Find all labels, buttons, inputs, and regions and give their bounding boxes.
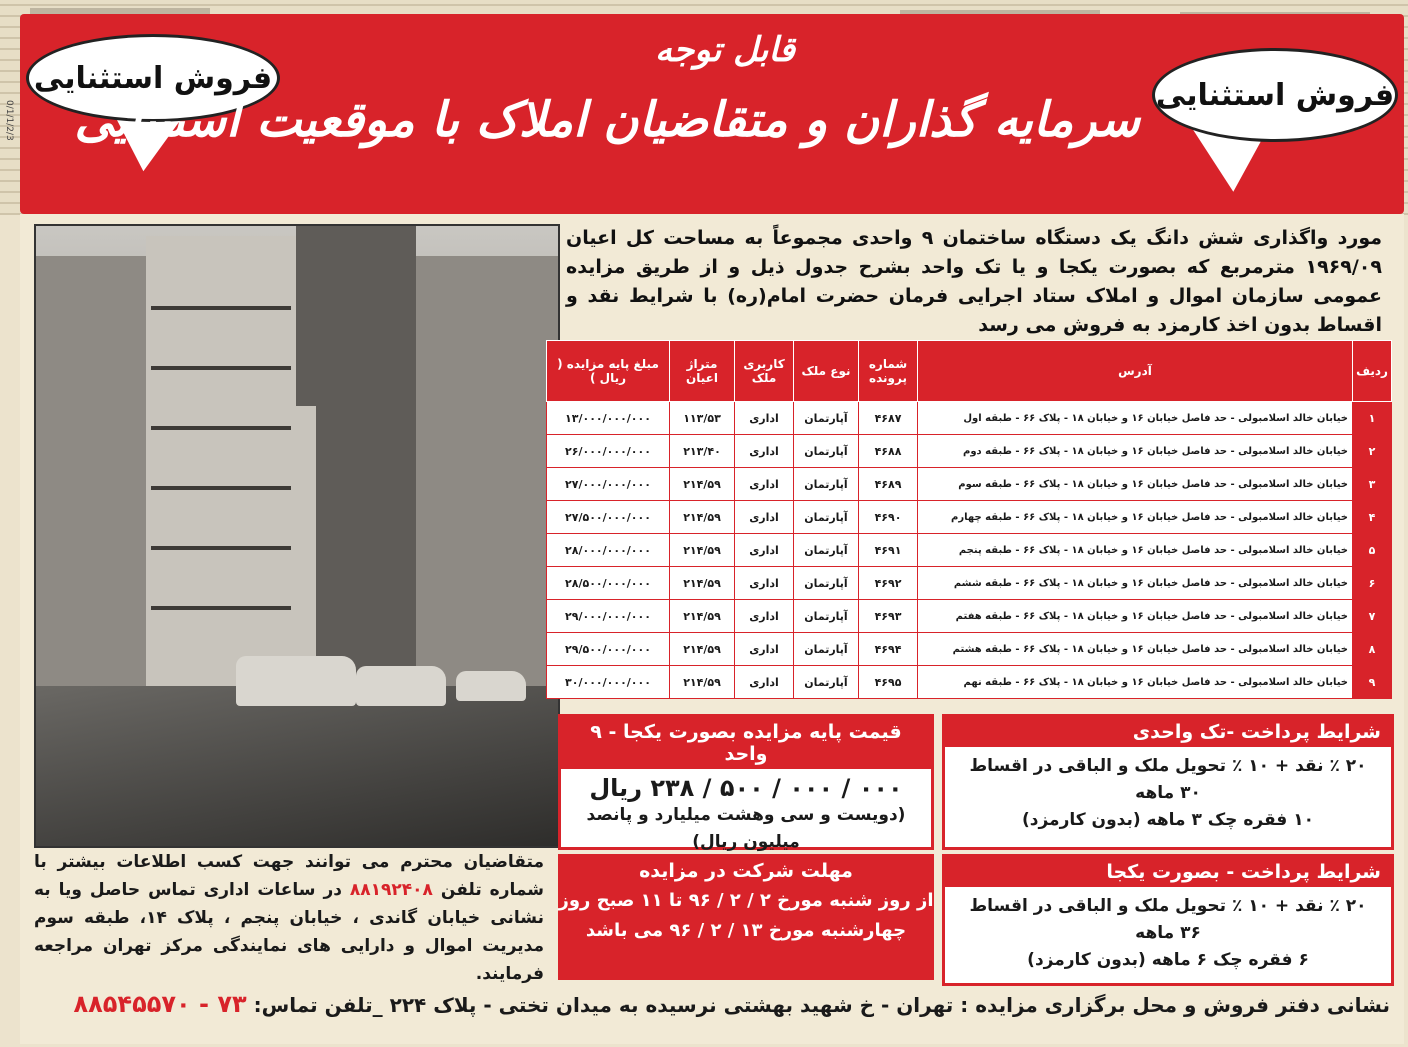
contact-paragraph	[34, 848, 544, 988]
contact-text-2: در ساعات اداری تماس حاصل ویا به نشانی خیابان گاندی ، خیابان پنجم ، پلاک ۱۴، طبقه سوم مدیریت اموال و دارایی های نمایندگی مرکز تهران مراجعه فرمایند.	[34, 880, 544, 984]
payment-lump-title: شرایط پرداخت - بصورت یکجا	[945, 857, 1391, 887]
row-base-price: ۲۶/۰۰۰/۰۰۰/۰۰۰	[547, 435, 670, 468]
row-base-price: ۱۳/۰۰۰/۰۰۰/۰۰۰	[547, 402, 670, 435]
deadline-end: چهارشنبه مورخ ۱۳ / ۲ / ۹۶ می باشد	[585, 920, 907, 941]
attention-heading: قابل توجه	[655, 30, 795, 70]
col-file-number: شماره پرونده	[859, 341, 918, 402]
table-row	[547, 534, 1392, 567]
auction-table	[546, 340, 1392, 699]
row-area: ۲۱۴/۵۹	[670, 567, 735, 600]
footer-address: نشانی دفتر فروش و محل برگزاری مزایده : تهران - خ شهید بهشتی نرسیده به میدان تختی - پلاک ۲۲۴ _تلفن تماس:	[253, 993, 1390, 1017]
row-area: ۲۱۴/۵۹	[670, 501, 735, 534]
row-property-type: آپارتمان	[794, 435, 859, 468]
row-address: خیابان خالد اسلامبولی - حد فاصل خیابان ۱۶ و خیابان ۱۸ - پلاک ۶۶ - طبقه هفتم	[918, 600, 1353, 633]
building-photo	[34, 224, 560, 848]
row-property-type: آپارتمان	[794, 402, 859, 435]
deadline-box	[558, 854, 934, 980]
row-file-number: ۴۶۹۴	[859, 633, 918, 666]
lump-sum-price-words: (دویست و سی وهشت میلیارد و پانصد میلیون ریال)	[586, 805, 906, 852]
col-row: ردیف	[1353, 341, 1392, 402]
table-row	[547, 468, 1392, 501]
table-row	[547, 402, 1392, 435]
lump-sum-price-box	[558, 714, 934, 850]
row-property-type: آپارتمان	[794, 666, 859, 699]
row-number: ۶	[1353, 567, 1392, 600]
payment-single-title: شرایط پرداخت -تک واحدی	[945, 717, 1391, 747]
table-row	[547, 567, 1392, 600]
row-number: ۲	[1353, 435, 1392, 468]
row-file-number: ۴۶۹۱	[859, 534, 918, 567]
table-row	[547, 501, 1392, 534]
row-usage: اداری	[735, 534, 794, 567]
deadline-title: مهلت شرکت در مزایده	[639, 860, 853, 882]
ad-body	[20, 214, 1404, 1044]
row-base-price: ۲۸/۰۰۰/۰۰۰/۰۰۰	[547, 534, 670, 567]
row-file-number: ۴۶۸۸	[859, 435, 918, 468]
col-usage: کاربری ملک	[735, 341, 794, 402]
row-usage: اداری	[735, 633, 794, 666]
row-property-type: آپارتمان	[794, 633, 859, 666]
row-address: خیابان خالد اسلامبولی - حد فاصل خیابان ۱۶ و خیابان ۱۸ - پلاک ۶۶ - طبقه چهارم	[918, 501, 1353, 534]
contact-phone: ۸۸۱۹۲۴۰۸	[349, 880, 433, 900]
row-usage: اداری	[735, 600, 794, 633]
row-base-price: ۲۹/۵۰۰/۰۰۰/۰۰۰	[547, 633, 670, 666]
row-area: ۲۱۴/۵۹	[670, 534, 735, 567]
row-number: ۵	[1353, 534, 1392, 567]
table-row	[547, 666, 1392, 699]
row-area: ۱۱۳/۵۳	[670, 402, 735, 435]
row-address: خیابان خالد اسلامبولی - حد فاصل خیابان ۱۶ و خیابان ۱۸ - پلاک ۶۶ - طبقه سوم	[918, 468, 1353, 501]
row-property-type: آپارتمان	[794, 468, 859, 501]
row-file-number: ۴۶۹۳	[859, 600, 918, 633]
row-file-number: ۴۶۸۹	[859, 468, 918, 501]
intro-paragraph: مورد واگذاری شش دانگ یک دستگاه ساختمان ۹ واحدی مجموعاً به مساحت کل اعیان ۱۹۶۹/۰۹ مترمربع که بصورت یکجا و یا تک واحد بشرح جدول ذیل و از طریق مزایده عمومی سازمان اموال و املاک ستاد اجرایی فرمان حضرت امام(ره) با شرایط نقد و اقساط بدون اخذ کارمزد به فروش می رسد	[566, 227, 1382, 336]
row-address: خیابان خالد اسلامبولی - حد فاصل خیابان ۱۶ و خیابان ۱۸ - پلاک ۶۶ - طبقه هشتم	[918, 633, 1353, 666]
payment-lump-terms: ۲۰ ٪ نقد + ۱۰ ٪ تحویل ملک و الباقی در اقساط ۳۶ ماهه	[969, 896, 1367, 943]
payment-lump-checks: ۶ فقره چک ۶ ماهه (بدون کارمزد)	[1027, 950, 1309, 970]
row-area: ۲۱۴/۵۹	[670, 633, 735, 666]
row-address: خیابان خالد اسلامبولی - حد فاصل خیابان ۱۶ و خیابان ۱۸ - پلاک ۶۶ - طبقه نهم	[918, 666, 1353, 699]
row-address: خیابان خالد اسلامبولی - حد فاصل خیابان ۱۶ و خیابان ۱۸ - پلاک ۶۶ - طبقه اول	[918, 402, 1353, 435]
row-usage: اداری	[735, 468, 794, 501]
row-property-type: آپارتمان	[794, 501, 859, 534]
row-file-number: ۴۶۹۲	[859, 567, 918, 600]
row-area: ۲۱۴/۵۹	[670, 468, 735, 501]
payment-lump-box	[942, 854, 1394, 986]
table-row	[547, 633, 1392, 666]
payment-single-terms: ۲۰ ٪ نقد + ۱۰ ٪ تحویل ملک و الباقی در اقساط ۳۰ ماهه	[969, 756, 1367, 803]
deadline-start: از روز شنبه مورخ ۲ / ۲ / ۹۶ تا ۱۱ صبح روز	[558, 890, 934, 911]
row-file-number: ۴۶۸۷	[859, 402, 918, 435]
col-address: آدرس	[918, 341, 1353, 402]
side-code: 0/1/1/2/3	[4, 100, 14, 141]
lump-sum-price: ۰۰۰ / ۰۰۰ / ۵۰۰ / ۲۳۸ ریال	[589, 774, 903, 802]
row-number: ۹	[1353, 666, 1392, 699]
row-property-type: آپارتمان	[794, 534, 859, 567]
main-headline: سرمایه گذاران و متقاضیان املاک با موقعیت استثنایی	[74, 92, 1140, 148]
row-usage: اداری	[735, 567, 794, 600]
lump-sum-title: قیمت پایه مزایده بصورت یکجا - ۹ واحد	[561, 717, 931, 769]
row-area: ۲۱۳/۴۰	[670, 435, 735, 468]
exceptional-sale-bubble-left: فروش استثنایی	[26, 34, 280, 122]
row-usage: اداری	[735, 501, 794, 534]
col-property-type: نوع ملک	[794, 341, 859, 402]
row-number: ۴	[1353, 501, 1392, 534]
row-area: ۲۱۴/۵۹	[670, 666, 735, 699]
row-address: خیابان خالد اسلامبولی - حد فاصل خیابان ۱۶ و خیابان ۱۸ - پلاک ۶۶ - طبقه دوم	[918, 435, 1353, 468]
row-number: ۱	[1353, 402, 1392, 435]
row-area: ۲۱۴/۵۹	[670, 600, 735, 633]
row-usage: اداری	[735, 666, 794, 699]
sales-office-address	[34, 990, 1390, 1018]
table-row	[547, 435, 1392, 468]
row-base-price: ۲۸/۵۰۰/۰۰۰/۰۰۰	[547, 567, 670, 600]
payment-single-box	[942, 714, 1394, 850]
col-area: متراژ اعیان	[670, 341, 735, 402]
row-base-price: ۲۹/۰۰۰/۰۰۰/۰۰۰	[547, 600, 670, 633]
row-usage: اداری	[735, 402, 794, 435]
row-number: ۷	[1353, 600, 1392, 633]
row-file-number: ۴۶۹۵	[859, 666, 918, 699]
payment-single-checks: ۱۰ فقره چک ۳ ماهه (بدون کارمزد)	[1021, 810, 1315, 830]
col-base-price: مبلغ پایه مزایده ( ریال )	[547, 341, 670, 402]
row-base-price: ۳۰/۰۰۰/۰۰۰/۰۰۰	[547, 666, 670, 699]
row-number: ۸	[1353, 633, 1392, 666]
row-property-type: آپارتمان	[794, 600, 859, 633]
contact-text-1: متقاضیان محترم می توانند جهت کسب اطلاعات بیشتر با شماره تلفن	[34, 852, 545, 900]
exceptional-sale-bubble-right: فروش استثنایی	[1152, 48, 1398, 142]
row-base-price: ۲۷/۰۰۰/۰۰۰/۰۰۰	[547, 468, 670, 501]
row-usage: اداری	[735, 435, 794, 468]
footer-phone: ۷۳ - ۸۸۵۴۵۵۷۰	[73, 990, 247, 1018]
table-row	[547, 600, 1392, 633]
street	[36, 686, 558, 846]
row-number: ۳	[1353, 468, 1392, 501]
row-property-type: آپارتمان	[794, 567, 859, 600]
row-file-number: ۴۶۹۰	[859, 501, 918, 534]
row-address: خیابان خالد اسلامبولی - حد فاصل خیابان ۱۶ و خیابان ۱۸ - پلاک ۶۶ - طبقه پنجم	[918, 534, 1353, 567]
row-base-price: ۲۷/۵۰۰/۰۰۰/۰۰۰	[547, 501, 670, 534]
row-address: خیابان خالد اسلامبولی - حد فاصل خیابان ۱۶ و خیابان ۱۸ - پلاک ۶۶ - طبقه ششم	[918, 567, 1353, 600]
